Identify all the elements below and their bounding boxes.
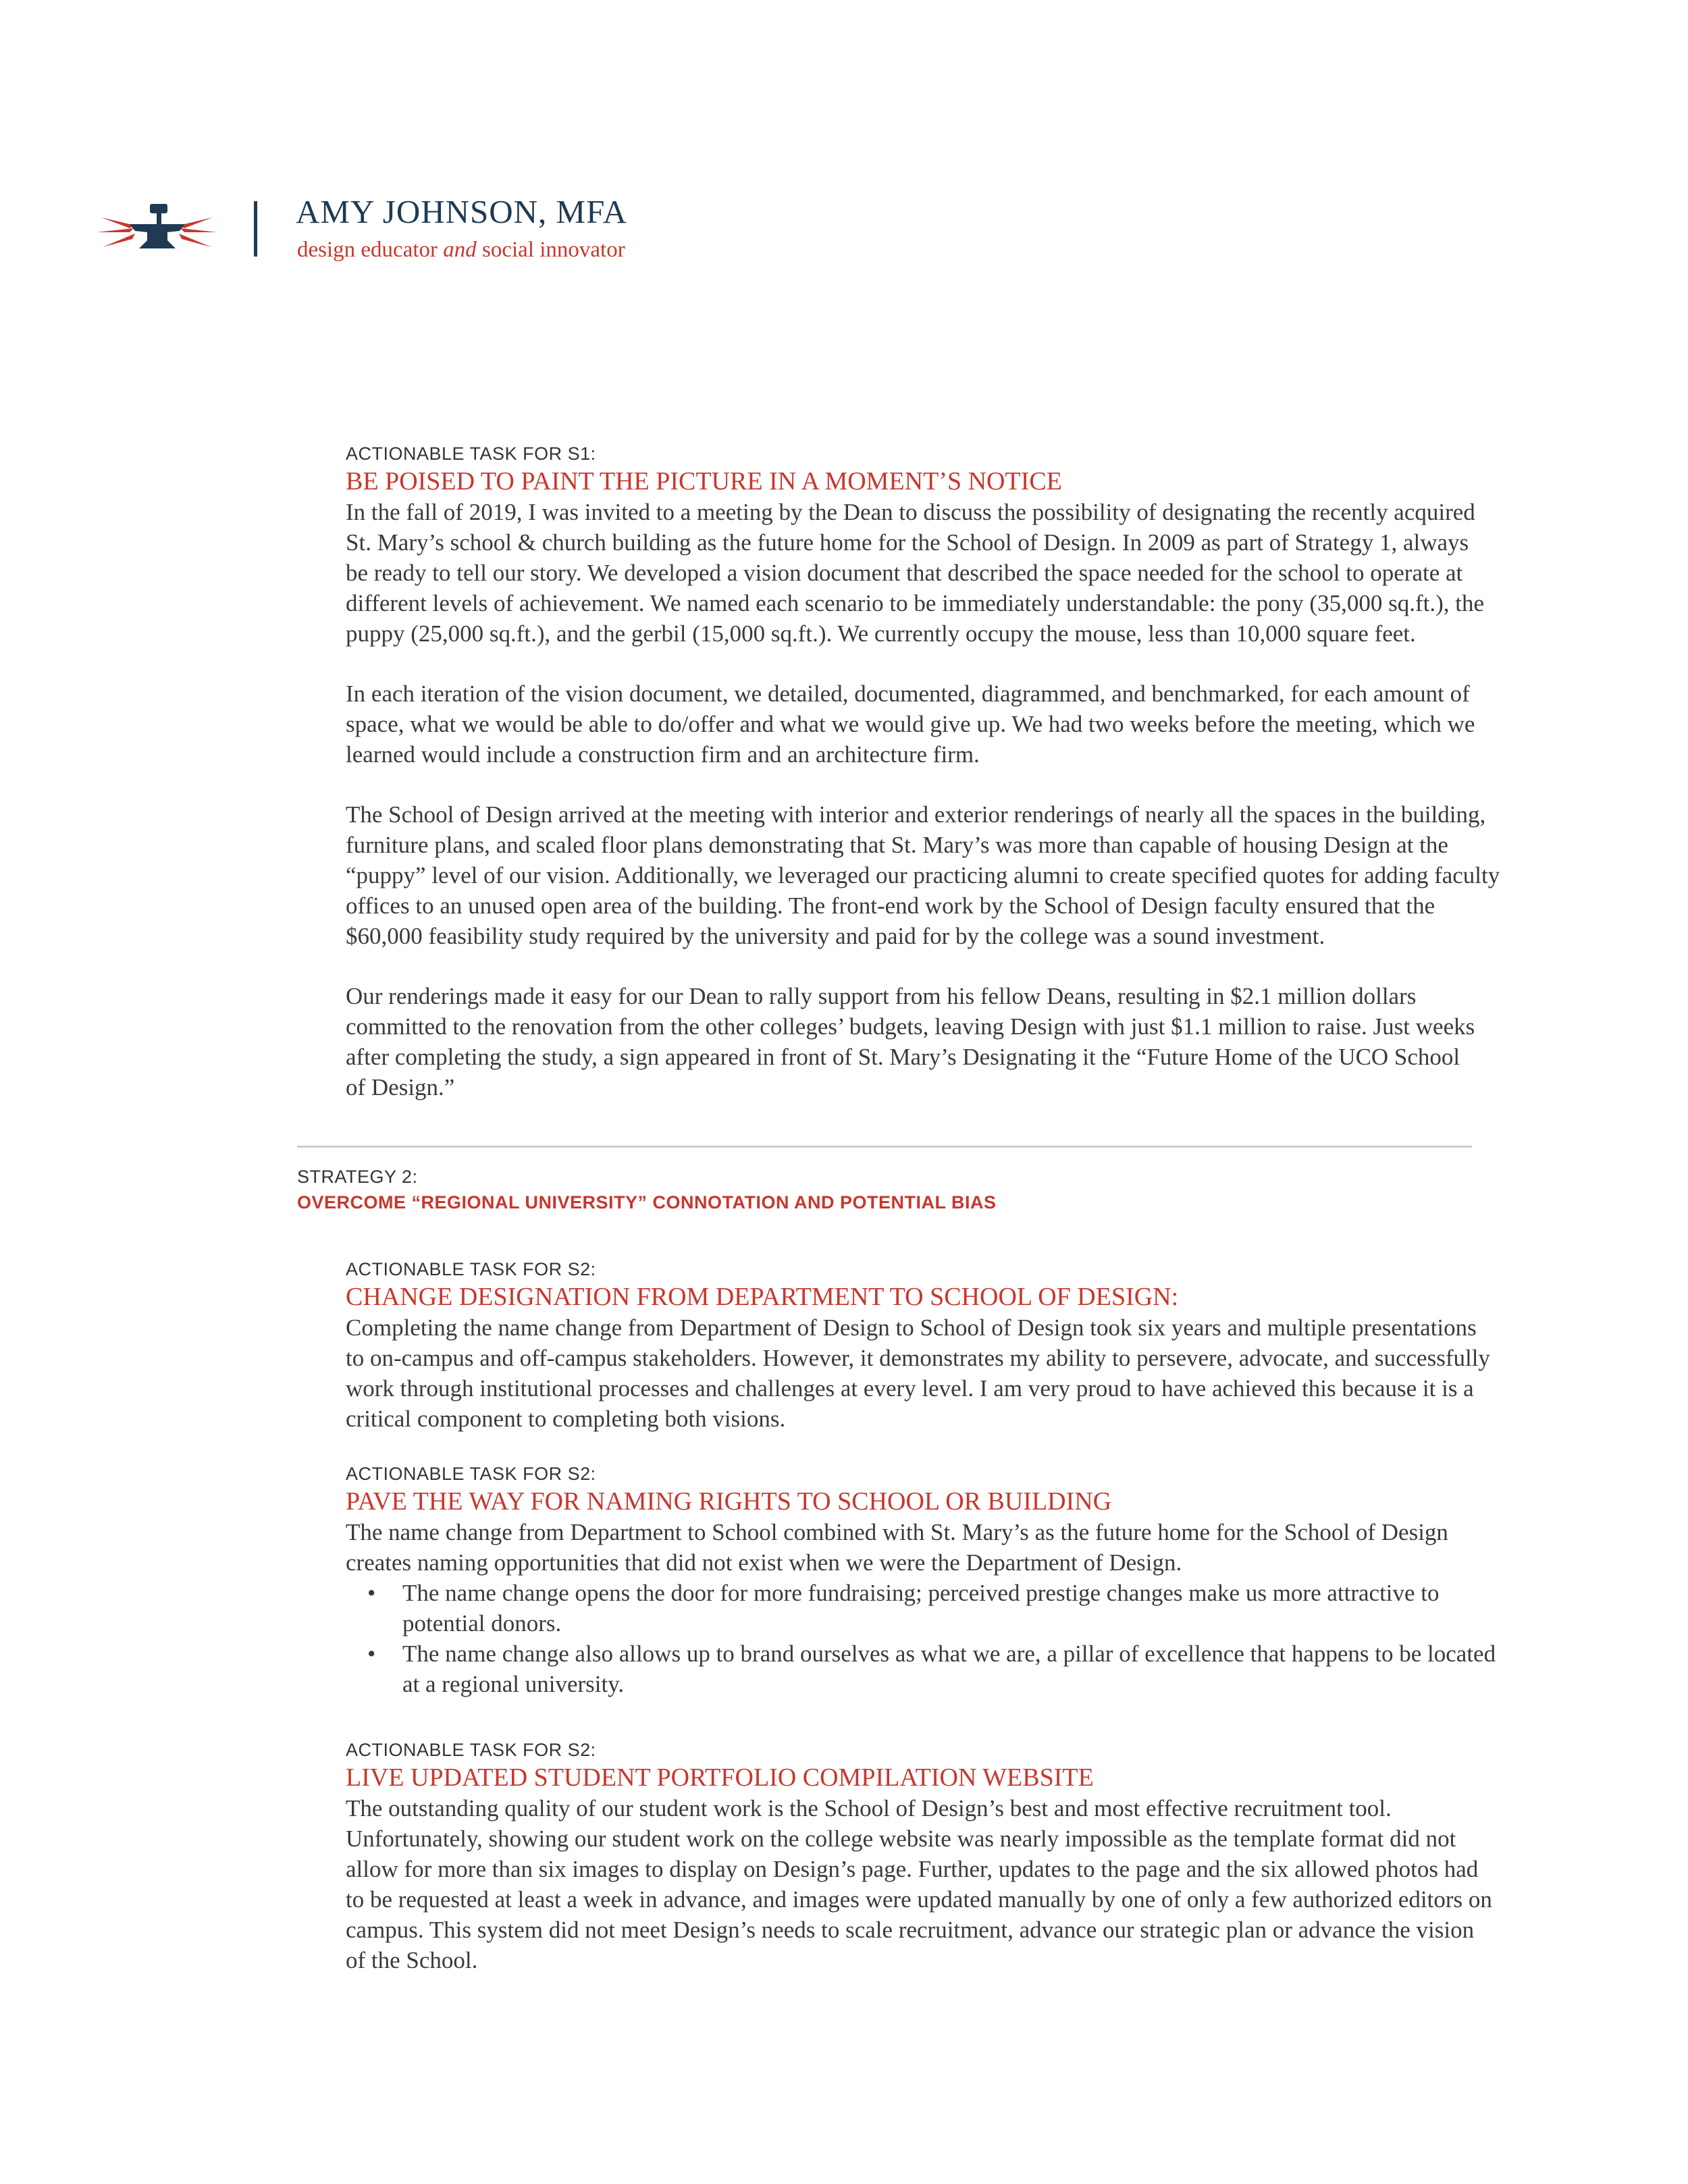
author-tagline: design educator and social innovator xyxy=(297,238,625,262)
s2-task2-title: PAVE THE WAY FOR NAMING RIGHTS TO SCHOOL OR BUILDING xyxy=(346,1487,1112,1516)
s2-task3-body: The outstanding quality of our student work is the School of Design’s best and most effective recruitment tool. Unfortunately, showing our student work on the college website was nearly impossible as the template format did not allow for more than six images to display on Design’s page. Further, updates to the page and the six allowed photos had to be requested at least a week in advance, and images were updated manually by one of only a few authorized editors on campus. This system did not meet Design’s needs to scale recruitment, advance our strategic plan or advance the vision of the School. xyxy=(346,1795,1492,1973)
s1-task-section xyxy=(346,442,1507,1102)
s2-task1-body: Completing the name change from Department of Design to School of Design took six years and multiple presentations to on-campus and off-campus stakeholders. However, it demonstrates my ability to persevere, advocate, and successfully work through institutional processes and challenges at every level. I am very proud to have achieved this because it is a critical component to completing both visions. xyxy=(346,1314,1490,1432)
s2-task3-label: ACTIONABLE TASK FOR S2: xyxy=(346,1740,596,1760)
header-divider xyxy=(254,201,257,257)
s2-task2-label: ACTIONABLE TASK FOR S2: xyxy=(346,1464,596,1484)
list-item: • The name change also allows up to brand ourselves as what we are, a pillar of excellence that happens to be located at a regional university. xyxy=(346,1639,1507,1699)
bullet-icon: • xyxy=(367,1580,376,1606)
s2-task2-body: The name change from Department to School combined with St. Mary’s as the future home for the School of Design creates naming opportunities that did not exist when we were the Department of Design. xyxy=(346,1519,1448,1576)
strategy-2-label: STRATEGY 2: xyxy=(297,1167,418,1187)
s2-task1-label: ACTIONABLE TASK FOR S2: xyxy=(346,1259,596,1279)
strategy-2-header xyxy=(297,1164,1512,1215)
bullet-icon: • xyxy=(367,1641,376,1667)
anvil-logo-icon xyxy=(95,190,219,265)
s2-task-portfolio-website xyxy=(346,1738,1507,1975)
author-name: AMY JOHNSON, MFA xyxy=(296,193,628,230)
s2-task1-title: CHANGE DESIGNATION FROM DEPARTMENT TO SCHOOL OF DESIGN: xyxy=(346,1283,1179,1311)
list-item: • The name change opens the door for more fundraising; perceived prestige changes make us more attractive to potential donors. xyxy=(346,1578,1507,1639)
s1-paragraph-3: The School of Design arrived at the meeting with interior and exterior renderings of nearly all the spaces in the building, furniture plans, and scaled floor plans demonstrating that St. Mary’s was more than capable of housing Design at the “puppy” level of our vision. Additionally, we leveraged our practicing alumni to create specified quotes for adding faculty offices to an unused open area of the building. The front-end work by the School of Design faculty ensured that the $60,000 feasibility study required by the university and paid for by the college was a sound investment. xyxy=(346,801,1500,949)
strategy-2-title: OVERCOME “REGIONAL UNIVERSITY” CONNOTATION AND POTENTIAL BIAS xyxy=(297,1192,997,1213)
section-divider xyxy=(297,1146,1472,1148)
s2-task3-title: LIVE UPDATED STUDENT PORTFOLIO COMPILATION WEBSITE xyxy=(346,1763,1094,1792)
s2-task-naming-rights xyxy=(346,1462,1507,1699)
s1-paragraph-2: In each iteration of the vision document, we detailed, documented, diagrammed, and benchmarked, for each amount of space, what we would be able to do/offer and what we would give up. We had two weeks before the meeting, which we learned would include a construction firm and an architecture firm. xyxy=(346,681,1475,768)
s1-task-label: ACTIONABLE TASK FOR S1: xyxy=(346,444,596,464)
s1-task-title: BE POISED TO PAINT THE PICTURE IN A MOMENT’S NOTICE xyxy=(346,467,1062,496)
s1-paragraph-1: In the fall of 2019, I was invited to a meeting by the Dean to discuss the possibility of designating the recently acquired St. Mary’s school & church building as the future home for the School of Design. In 2009 as part of Strategy 1, always be ready to tell our story. We developed a vision document that described the space needed for the school to operate at different levels of achievement. We named each scenario to be immediately understandable: the pony (35,000 sq.ft.), the puppy (25,000 sq.ft.), and the gerbil (15,000 sq.ft.). We currently occupy the mouse, less than 10,000 square feet. xyxy=(346,499,1484,647)
s2-task-name-change xyxy=(346,1257,1507,1434)
s1-paragraph-4: Our renderings made it easy for our Dean to rally support from his fellow Deans, resulting in $2.1 million dollars committed to the renovation from the other colleges’ budgets, leaving Design with just $1.1 million to raise. Just weeks after completing the study, a sign appeared in front of St. Mary’s Designating it the “Future Home of the UCO School of Design.” xyxy=(346,983,1475,1100)
